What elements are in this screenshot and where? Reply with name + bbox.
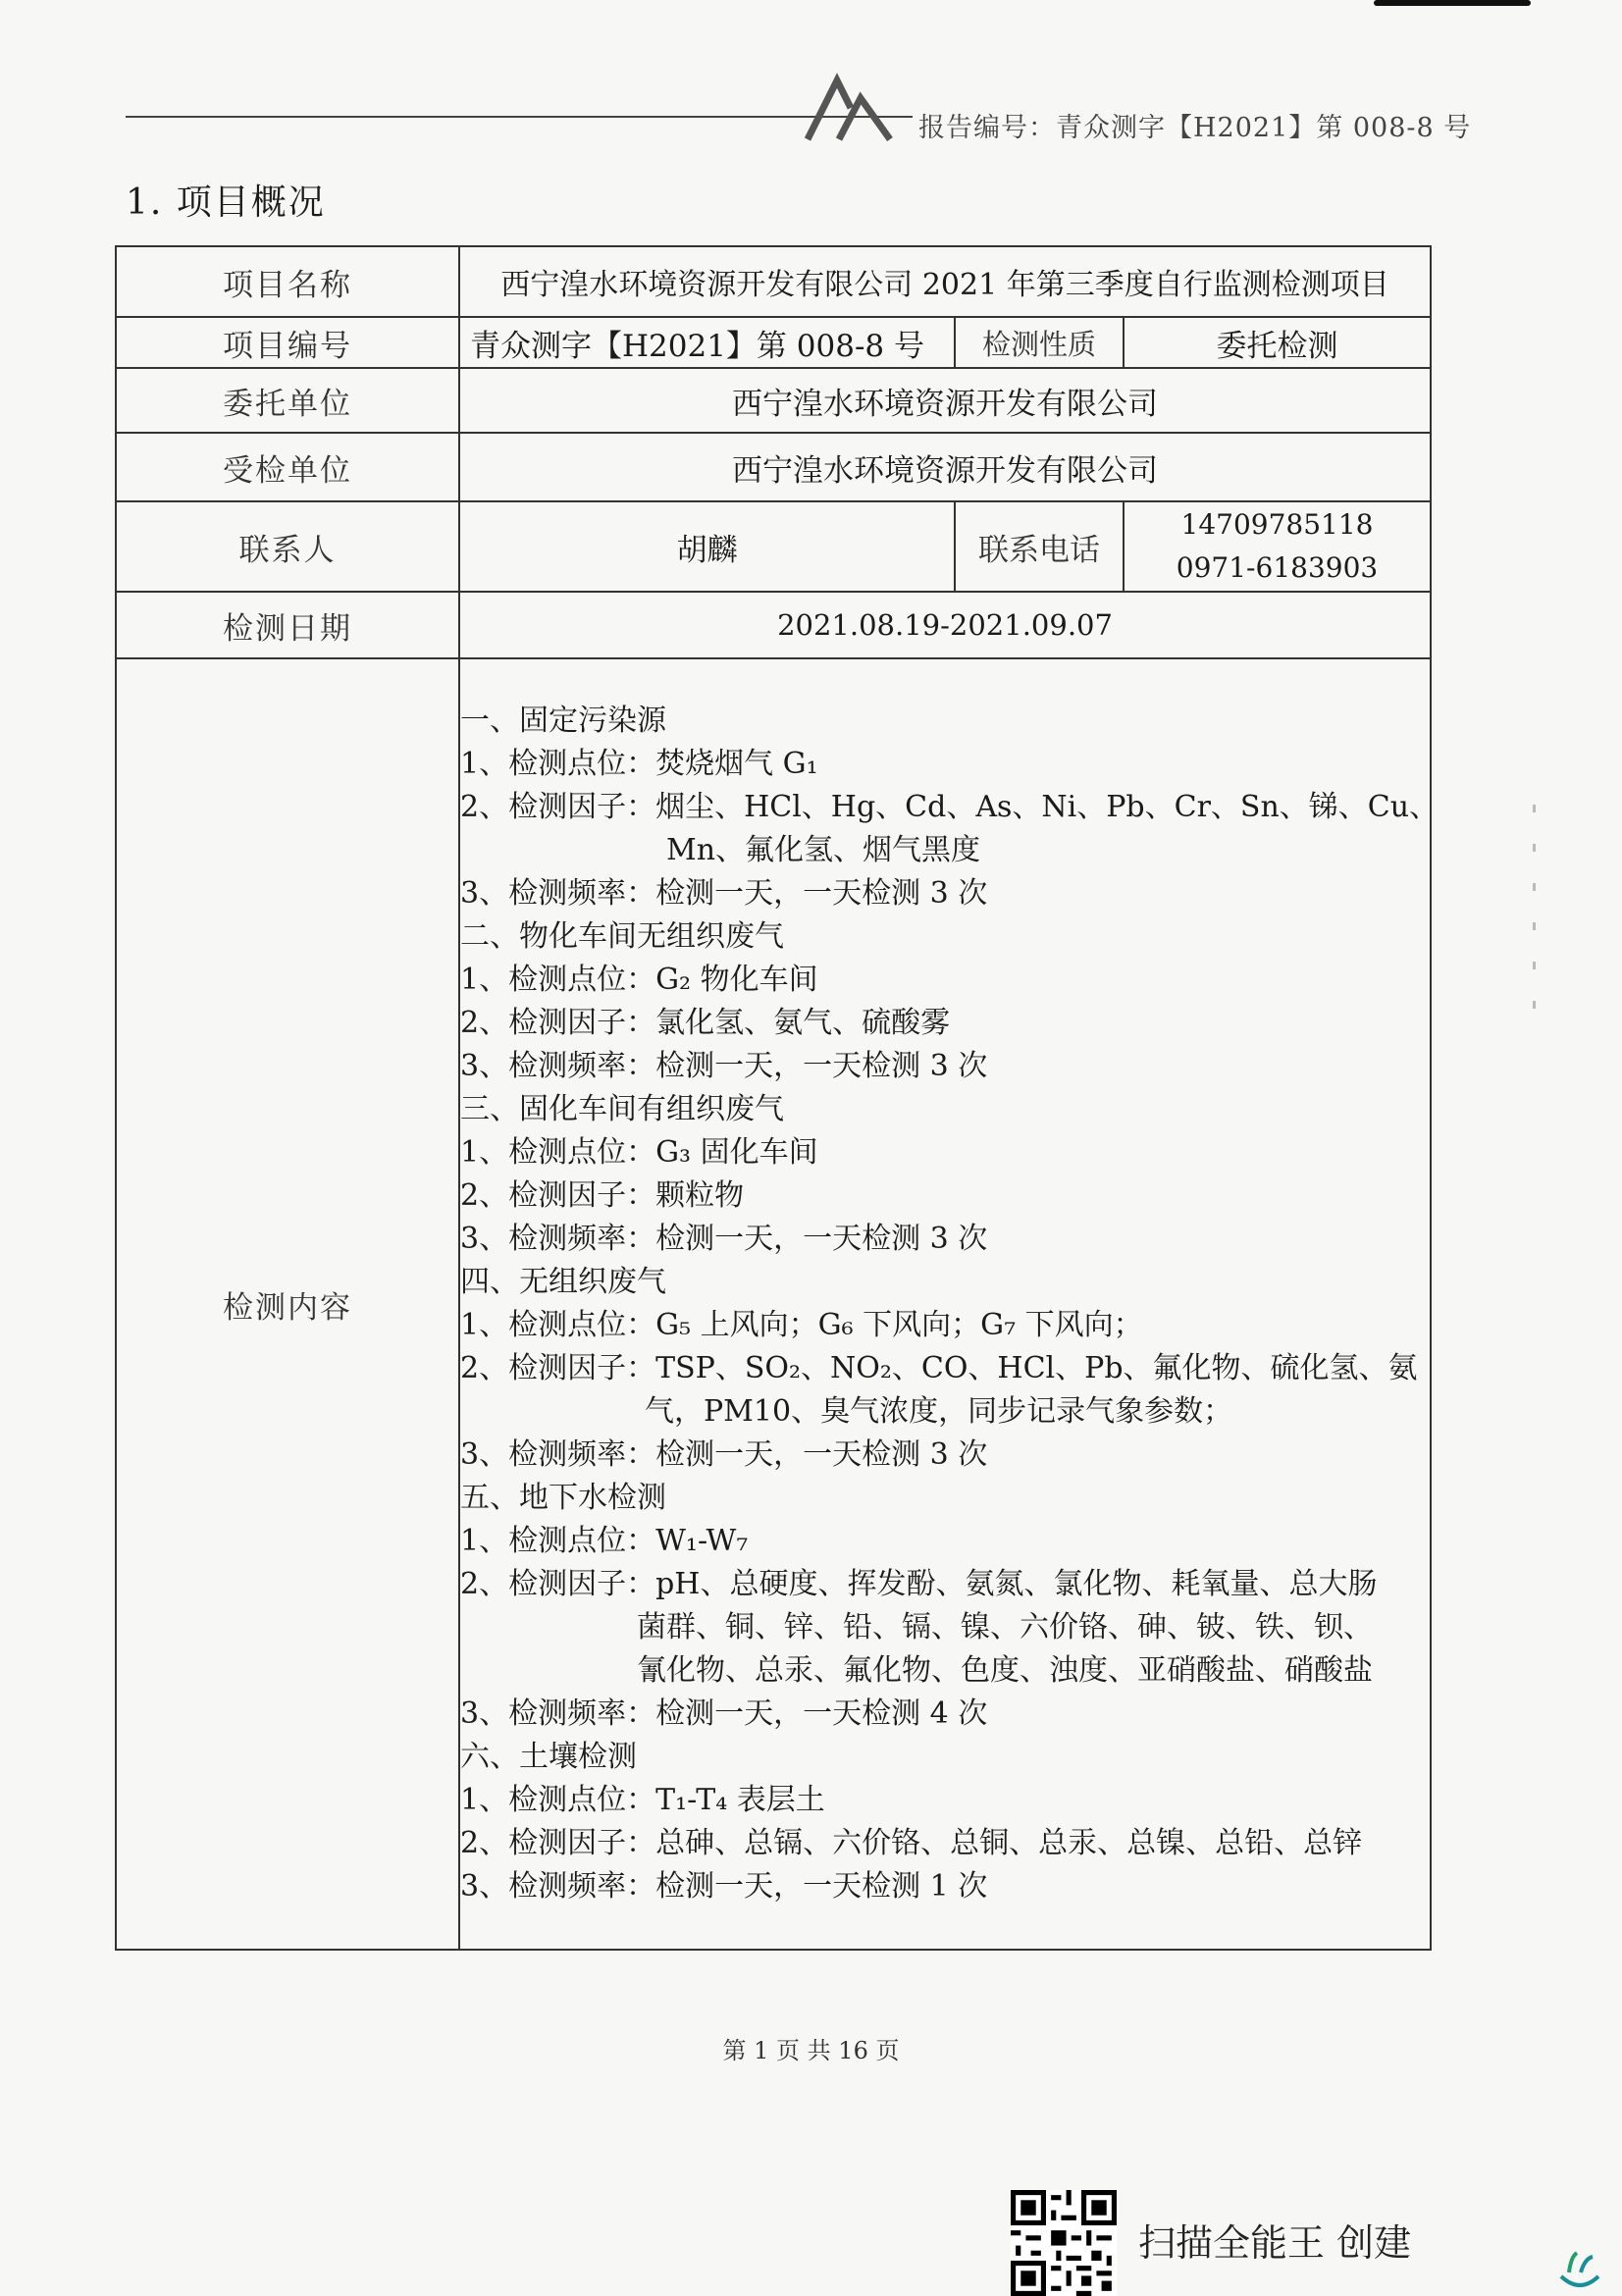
content-line: 二、物化车间无组织废气 xyxy=(460,919,784,954)
content-line: 3、检测频率：检测一天，一天检测 3 次 xyxy=(460,876,988,911)
content-line: 3、检测频率：检测一天，一天检测 1 次 xyxy=(460,1869,988,1904)
content-line: 菌群、铜、锌、铅、镉、镍、六价铬、砷、铍、铁、钡、 xyxy=(637,1610,1373,1644)
content-line: 氰化物、总汞、氟化物、色度、浊度、亚硝酸盐、硝酸盐 xyxy=(637,1653,1373,1688)
qr-code-icon xyxy=(1011,2190,1117,2296)
content-line: 2、检测因子：烟尘、HCl、Hg、Cd、As、Ni、Pb、Cr、Sn、锑、Cu、 xyxy=(460,790,1439,824)
contact-label: 联系人 xyxy=(116,501,459,592)
content-line: 3、检测频率：检测一天，一天检测 4 次 xyxy=(460,1696,988,1731)
content-line: 1、检测点位：G₃ 固化车间 xyxy=(460,1135,818,1170)
content-line: 2、检测因子：氯化氢、氨气、硫酸雾 xyxy=(460,1006,951,1040)
scan-edge-marks xyxy=(1531,805,1539,1020)
content-line: 五、地下水检测 xyxy=(460,1481,666,1515)
section-title: 1. 项目概况 xyxy=(126,183,326,223)
content-line: 1、检测点位：W₁-W₇ xyxy=(460,1524,749,1558)
project-no-value: 青众测字【H2021】第 008-8 号 xyxy=(459,317,955,368)
content-line: 2、检测因子：pH、总硬度、挥发酚、氨氮、氯化物、耗氧量、总大肠 xyxy=(460,1567,1378,1601)
project-no-label: 项目编号 xyxy=(116,317,459,368)
content-line: 1、检测点位：T₁-T₄ 表层土 xyxy=(460,1783,825,1817)
report-number: 报告编号：青众测字【H2021】第 008-8 号 xyxy=(913,106,1477,144)
inspected-value: 西宁湟水环境资源开发有限公司 xyxy=(459,433,1431,501)
content-line: 三、固化车间有组织废气 xyxy=(460,1092,784,1126)
content-value xyxy=(459,658,1439,1950)
content-line: 3、检测频率：检测一天，一天检测 3 次 xyxy=(460,1437,988,1472)
inspected-label: 受检单位 xyxy=(116,433,459,501)
camscanner-watermark: 扫描全能王 创建 xyxy=(1138,2221,1412,2265)
nature-value: 委托检测 xyxy=(1124,317,1431,368)
content-line: 3、检测频率：检测一天，一天检测 3 次 xyxy=(460,1049,988,1083)
content-line: 四、无组织废气 xyxy=(460,1265,666,1299)
row-content xyxy=(116,658,1431,1950)
content-line: 1、检测点位：G₂ 物化车间 xyxy=(460,963,818,997)
camscanner-logo-icon xyxy=(1555,2247,1604,2290)
contact-value: 胡麟 xyxy=(459,501,955,592)
client-value: 西宁湟水环境资源开发有限公司 xyxy=(459,368,1431,433)
content-line: 一、固定污染源 xyxy=(460,704,666,738)
scan-edge-bar xyxy=(1374,0,1531,6)
content-line: 2、检测因子：总砷、总镉、六价铬、总铜、总汞、总镍、总铅、总锌 xyxy=(460,1826,1363,1860)
row-project-no xyxy=(116,317,1431,368)
client-label: 委托单位 xyxy=(116,368,459,433)
content-line: 气，PM10、臭气浓度，同步记录气象参数； xyxy=(645,1394,1233,1429)
company-logo-icon xyxy=(800,69,898,147)
content-line: 1、检测点位：G₅ 上风向；G₆ 下风向；G₇ 下风向； xyxy=(460,1308,1143,1342)
project-name-value: 西宁湟水环境资源开发有限公司 2021 年第三季度自行监测检测项目 xyxy=(459,246,1431,317)
phone-label: 联系电话 xyxy=(955,501,1124,592)
phone-1: 14709785118 xyxy=(1180,508,1374,541)
phone-2: 0971-6183903 xyxy=(1176,551,1379,584)
content-line: 2、检测因子：颗粒物 xyxy=(460,1178,745,1213)
phone-value xyxy=(1124,501,1431,592)
content-line: 1、检测点位：焚烧烟气 G₁ xyxy=(460,747,818,781)
content-line: 3、检测频率：检测一天，一天检测 3 次 xyxy=(460,1222,988,1256)
nature-label: 检测性质 xyxy=(955,317,1124,368)
content-line: 2、检测因子：TSP、SO₂、NO₂、CO、HCl、Pb、氟化物、硫化氢、氨 xyxy=(460,1351,1418,1385)
page-number: 第 1 页 共 16 页 xyxy=(722,2037,900,2064)
project-overview-table xyxy=(115,245,1439,1951)
date-value: 2021.08.19-2021.09.07 xyxy=(459,592,1431,658)
row-project-name xyxy=(116,246,1431,317)
project-name-label: 项目名称 xyxy=(116,246,459,317)
content-line: Mn、氟化氢、烟气黑度 xyxy=(666,833,981,867)
date-label: 检测日期 xyxy=(116,592,459,658)
content-label: 检测内容 xyxy=(116,658,459,1950)
row-inspected xyxy=(116,433,1431,501)
row-contact xyxy=(116,501,1431,592)
row-client xyxy=(116,368,1431,433)
row-date xyxy=(116,592,1431,658)
content-line: 六、土壤检测 xyxy=(460,1740,637,1774)
